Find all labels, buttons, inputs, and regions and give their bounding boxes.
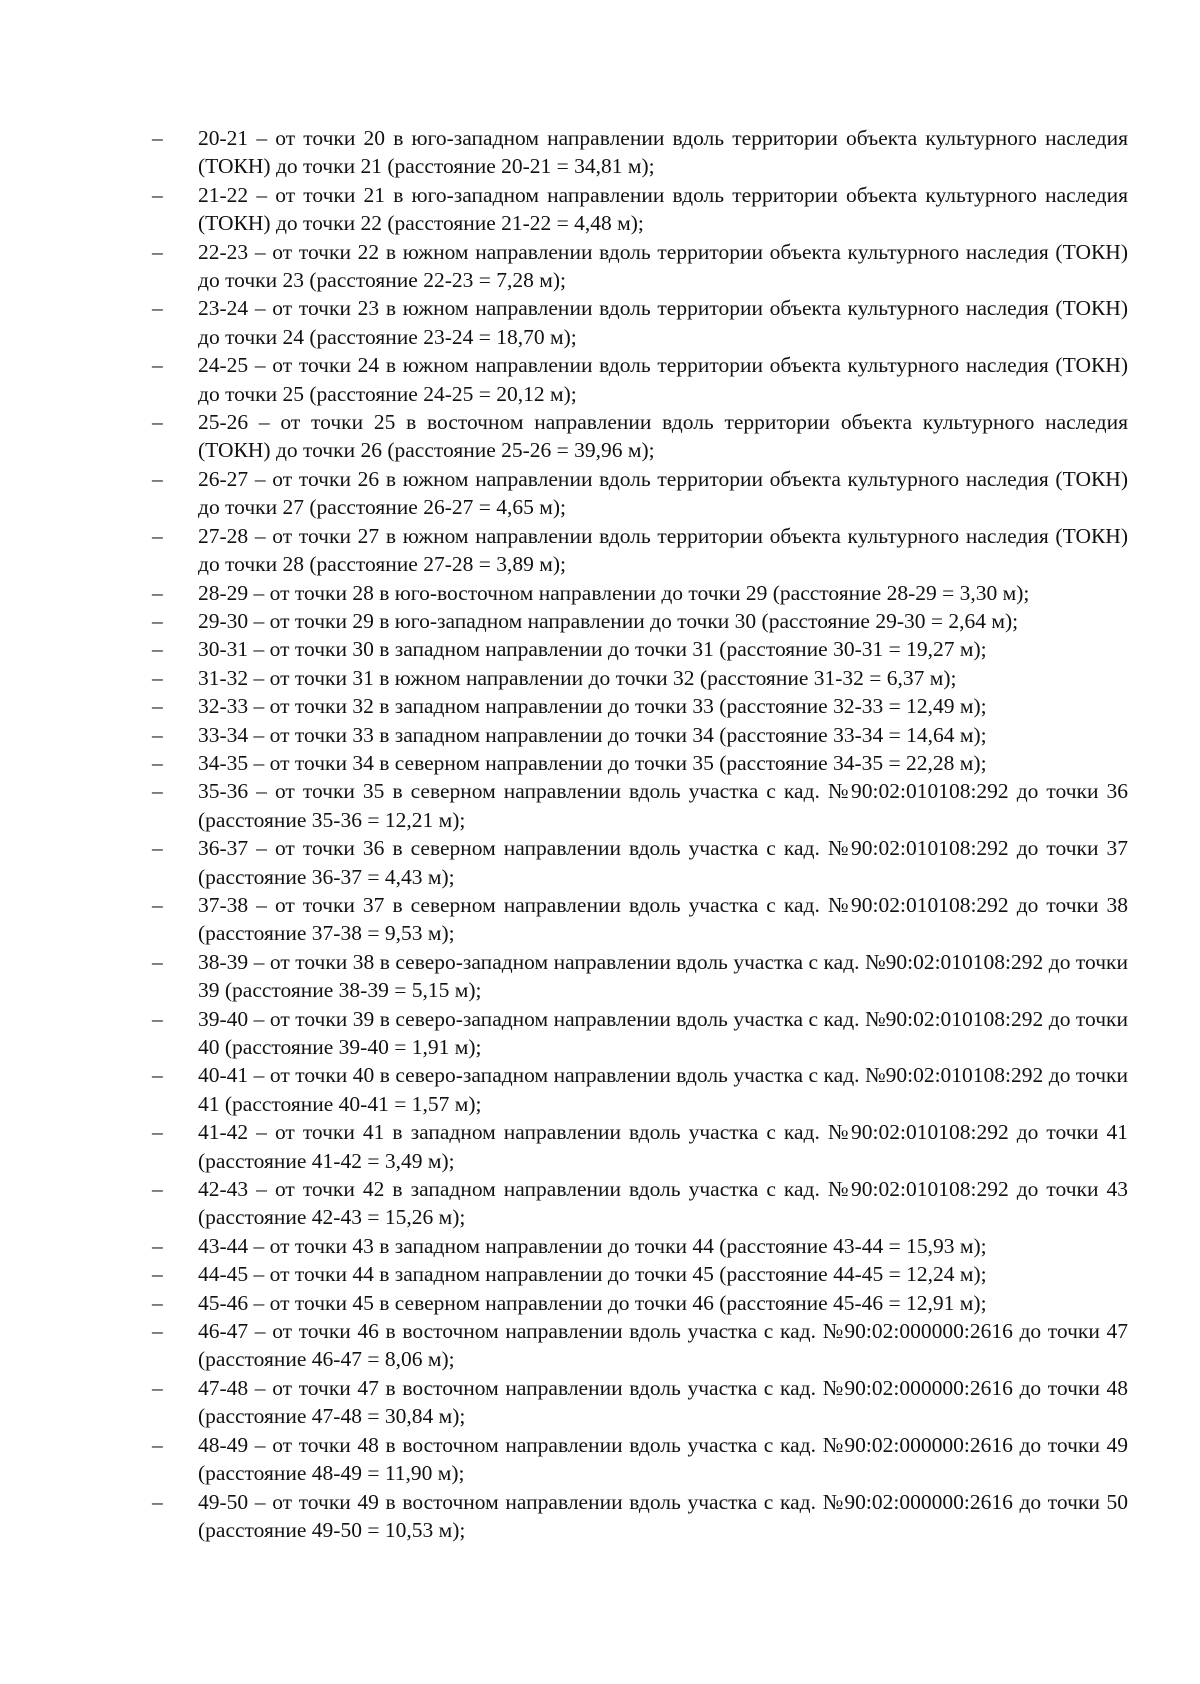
list-item (150, 1289, 1128, 1317)
bullet-dash: – (152, 182, 163, 207)
bullet-dash: – (152, 296, 163, 321)
bullet-dash: – (152, 1120, 163, 1145)
list-item (150, 1488, 1128, 1545)
list-item (150, 692, 1128, 720)
bullet-dash: – (152, 694, 163, 719)
bullet-dash: – (152, 1233, 163, 1258)
list-item-text: 40-41 – от точки 40 в северо-западном направлении вдоль участка с кад. №90:02:010108:292 до точки 41 (расстояние 40-41 = 1,57 м); (198, 1063, 1128, 1116)
list-item-text: 47-48 – от точки 47 в восточном направлении вдоль участка с кад. №90:02:000000:2616 до точки 48 (расстояние 47-48 = 30,84 м); (198, 1375, 1128, 1429)
list-item (150, 1431, 1128, 1488)
list-item-text: 36-37 – от точки 36 в северном направлении вдоль участка с кад. №90:02:010108:292 до точки 37 (расстояние 36-37 = 4,43 м); (198, 836, 1128, 889)
list-item-text: 24-25 – от точки 24 в южном направлении вдоль территории объекта культурного наследия (ТОКН) до точки 25 (расстояние 24-25 = 20,12 м); (198, 353, 1128, 406)
list-item (150, 124, 1128, 181)
list-item-text: 25-26 – от точки 25 в восточном направлении вдоль территории объекта культурного наследия (ТОКН) до точки 26 (расстояние 25-26 = 39,96 м); (198, 410, 1128, 463)
list-item (150, 522, 1128, 579)
list-item (150, 579, 1128, 607)
bullet-dash: – (152, 580, 163, 605)
list-item-text: 30-31 – от точки 30 в западном направлении до точки 31 (расстояние 30-31 = 19,27 м); (198, 637, 987, 662)
bullet-dash: – (152, 892, 163, 917)
list-item-text: 20-21 – от точки 20 в юго-западном направлении вдоль территории объекта культурного наследия (ТОКН) до точки 21 (расстояние 20-21 = 34,81 м); (198, 126, 1128, 179)
bullet-dash: – (152, 1432, 163, 1457)
list-item (150, 1118, 1128, 1175)
bullet-dash: – (152, 1006, 163, 1031)
bullet-dash: – (152, 949, 163, 974)
list-item-text: 44-45 – от точки 44 в западном направлении до точки 45 (расстояние 44-45 = 12,24 м); (198, 1262, 987, 1287)
list-item (150, 635, 1128, 663)
list-item-text: 46-47 – от точки 46 в восточном направлении вдоль участка с кад. №90:02:000000:2616 до точки 47 (расстояние 46-47 = 8,06 м); (198, 1319, 1128, 1372)
bullet-dash: – (152, 1290, 163, 1315)
list-item (150, 238, 1128, 295)
bullet-dash: – (152, 1262, 163, 1287)
boundary-segment-list (150, 124, 1128, 1544)
list-item-text: 38-39 – от точки 38 в северо-западном направлении вдоль участка с кад. №90:02:010108:292 до точки 39 (расстояние 38-39 = 5,15 м); (198, 949, 1128, 1003)
list-item-text: 48-49 – от точки 48 в восточном направлении вдоль участка с кад. №90:02:000000:2616 до точки 49 (расстояние 48-49 = 11,90 м); (198, 1432, 1128, 1486)
bullet-dash: – (152, 126, 163, 150)
list-item (150, 1260, 1128, 1288)
bullet-dash: – (152, 1319, 163, 1344)
list-item-text: 29-30 – от точки 29 в юго-западном направлении до точки 30 (расстояние 29-30 = 2,64 м); (198, 608, 1019, 633)
list-item-text: 35-36 – от точки 35 в северном направлении вдоль участка с кад. №90:02:010108:292 до точки 36 (расстояние 35-36 = 12,21 м); (198, 779, 1128, 832)
list-item-text: 32-33 – от точки 32 в западном направлении до точки 33 (расстояние 32-33 = 12,49 м); (198, 694, 987, 719)
list-item (150, 465, 1128, 522)
list-item-text: 45-46 – от точки 45 в северном направлении до точки 46 (расстояние 45-46 = 12,91 м); (198, 1290, 987, 1315)
list-item (150, 181, 1128, 238)
list-item (150, 1374, 1128, 1431)
list-item (150, 664, 1128, 692)
bullet-dash: – (152, 750, 163, 775)
bullet-dash: – (152, 466, 163, 491)
list-item-text: 49-50 – от точки 49 в восточном направлении вдоль участка с кад. №90:02:000000:2616 до точки 50 (расстояние 49-50 = 10,53 м); (198, 1489, 1128, 1542)
list-item (150, 294, 1128, 351)
list-item-text: 41-42 – от точки 41 в западном направлении вдоль участка с кад. №90:02:010108:292 до точки 41 (расстояние 41-42 = 3,49 м); (198, 1120, 1128, 1173)
list-item-text: 34-35 – от точки 34 в северном направлении до точки 35 (расстояние 34-35 = 22,28 м); (198, 750, 987, 775)
list-item (150, 721, 1128, 749)
list-item-text: 42-43 – от точки 42 в западном направлении вдоль участка с кад. №90:02:010108:292 до точки 43 (расстояние 42-43 = 15,26 м); (198, 1177, 1128, 1230)
bullet-dash: – (152, 523, 163, 548)
bullet-dash: – (152, 410, 163, 435)
list-item-text: 37-38 – от точки 37 в северном направлении вдоль участка с кад. №90:02:010108:292 до точки 38 (расстояние 37-38 = 9,53 м); (198, 892, 1128, 946)
list-item (150, 777, 1128, 834)
list-item-text: 33-34 – от точки 33 в западном направлении до точки 34 (расстояние 33-34 = 14,64 м); (198, 722, 987, 747)
list-item (150, 1175, 1128, 1232)
list-item (150, 749, 1128, 777)
bullet-dash: – (152, 637, 163, 662)
bullet-dash: – (152, 836, 163, 861)
list-item (150, 408, 1128, 465)
bullet-dash: – (152, 1063, 163, 1088)
list-item (150, 948, 1128, 1005)
bullet-dash: – (152, 779, 163, 804)
bullet-dash: – (152, 608, 163, 633)
list-item (150, 607, 1128, 635)
list-item (150, 351, 1128, 408)
bullet-dash: – (152, 353, 163, 378)
list-item (150, 834, 1128, 891)
list-item-text: 21-22 – от точки 21 в юго-западном направлении вдоль территории объекта культурного наследия (ТОКН) до точки 22 (расстояние 21-22 = 4,48 м); (198, 182, 1128, 236)
list-item-text: 23-24 – от точки 23 в южном направлении вдоль территории объекта культурного наследия (ТОКН) до точки 24 (расстояние 23-24 = 18,70 м); (198, 296, 1128, 349)
bullet-dash: – (152, 1489, 163, 1514)
list-item-text: 43-44 – от точки 43 в западном направлении до точки 44 (расстояние 43-44 = 15,93 м); (198, 1233, 987, 1258)
bullet-dash: – (152, 665, 163, 690)
list-item-text: 28-29 – от точки 28 в юго-восточном направлении до точки 29 (расстояние 28-29 = 3,30 м); (198, 580, 1030, 605)
list-item (150, 1317, 1128, 1374)
bullet-dash: – (152, 1177, 163, 1202)
bullet-dash: – (152, 239, 163, 264)
bullet-dash: – (152, 722, 163, 747)
list-item (150, 1061, 1128, 1118)
list-item-text: 26-27 – от точки 26 в южном направлении вдоль территории объекта культурного наследия (ТОКН) до точки 27 (расстояние 26-27 = 4,65 м); (198, 466, 1128, 520)
list-item (150, 1232, 1128, 1260)
list-item-text: 31-32 – от точки 31 в южном направлении до точки 32 (расстояние 31-32 = 6,37 м); (198, 665, 957, 690)
list-item-text: 22-23 – от точки 22 в южном направлении вдоль территории объекта культурного наследия (ТОКН) до точки 23 (расстояние 22-23 = 7,28 м); (198, 239, 1128, 293)
list-item-text: 27-28 – от точки 27 в южном направлении вдоль территории объекта культурного наследия (ТОКН) до точки 28 (расстояние 27-28 = 3,89 м); (198, 523, 1128, 577)
bullet-dash: – (152, 1375, 163, 1400)
list-item (150, 891, 1128, 948)
list-item (150, 1005, 1128, 1062)
list-item-text: 39-40 – от точки 39 в северо-западном направлении вдоль участка с кад. №90:02:010108:292 до точки 40 (расстояние 39-40 = 1,91 м); (198, 1006, 1128, 1059)
